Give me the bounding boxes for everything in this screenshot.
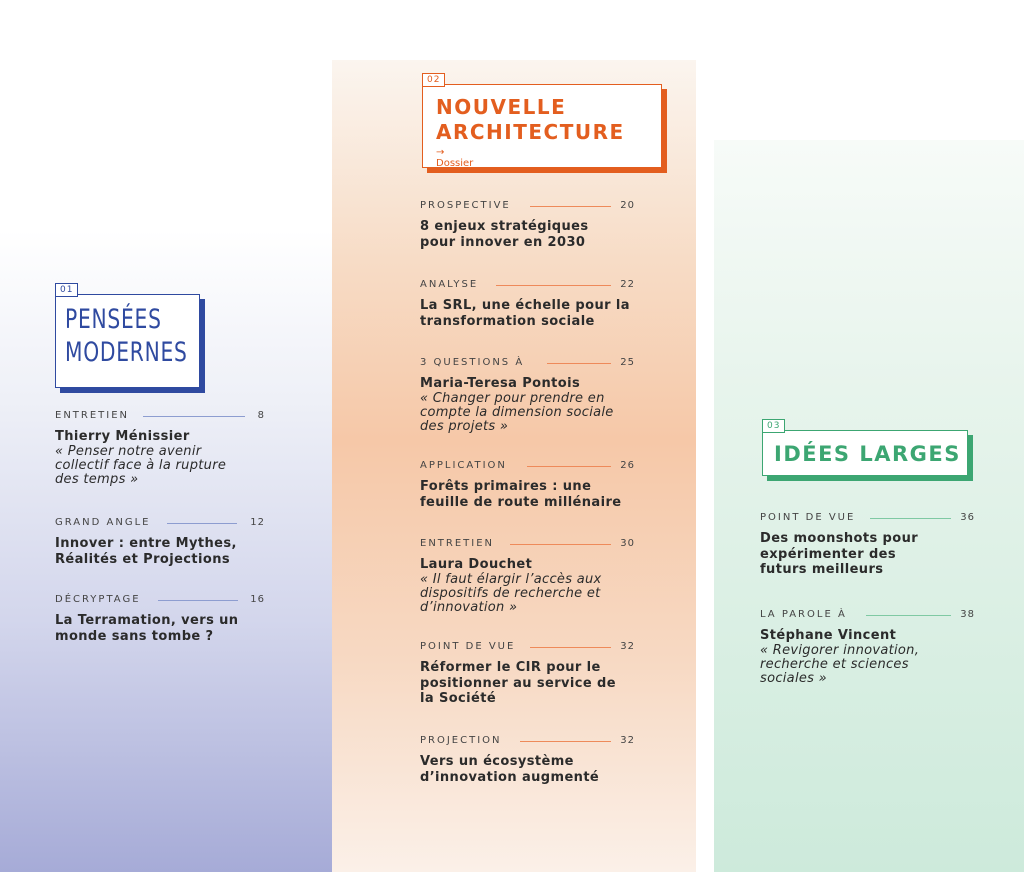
entry-title: Forêts primaires : une feuille de route millénaire xyxy=(420,479,622,510)
entry-title: 8 enjeux stratégiques pour innover en 2030 xyxy=(420,219,589,250)
toc-entry[interactable] xyxy=(420,460,635,510)
entry-page-number: 22 xyxy=(620,279,635,290)
entry-category: DÉCRYPTAGE xyxy=(55,594,141,605)
entry-page-number: 20 xyxy=(620,200,635,211)
entry-title: La Terramation, vers un monde sans tombe ? xyxy=(55,613,239,644)
entry-page-number: 32 xyxy=(620,735,635,746)
entry-title: Innover : entre Mythes, Réalités et Projections xyxy=(55,536,237,567)
entry-page-number: 26 xyxy=(620,460,635,471)
entry-category: LA PAROLE À xyxy=(760,609,847,620)
entry-leader-line xyxy=(167,523,237,524)
section-number: 03 xyxy=(762,419,785,433)
entry-leader-line xyxy=(547,363,611,364)
entry-category: ANALYSE xyxy=(420,279,479,290)
entry-quote: « Il faut élargir l’accès aux dispositifs de recherche et d’innovation » xyxy=(420,571,602,615)
entry-leader-line xyxy=(143,416,245,417)
toc-entry[interactable] xyxy=(420,641,635,707)
entry-category: ENTRETIEN xyxy=(55,410,130,421)
entry-leader-line xyxy=(866,615,951,616)
entry-leader-line xyxy=(520,741,611,742)
entry-title: Vers un écosystème d’innovation augmenté xyxy=(420,754,600,785)
entry-leader-line xyxy=(530,647,611,648)
entry-leader-line xyxy=(510,544,611,545)
entry-title: Stéphane Vincent xyxy=(760,628,897,643)
entry-leader-line xyxy=(530,206,611,207)
section-number: 01 xyxy=(55,283,78,297)
entry-quote: « Penser notre avenir collectif face à la rupture des temps » xyxy=(55,443,227,487)
entry-page-number: 32 xyxy=(620,641,635,652)
entry-category: PROSPECTIVE xyxy=(420,200,511,211)
entry-leader-line xyxy=(158,600,238,601)
entry-page-number: 38 xyxy=(960,609,975,620)
entry-quote: « Revigorer innovation, recherche et sciences sociales » xyxy=(760,642,920,686)
entry-leader-line xyxy=(870,518,951,519)
entry-category: POINT DE VUE xyxy=(760,512,856,523)
entry-title: Réformer le CIR pour le positionner au service de la Société xyxy=(420,660,616,706)
entry-page-number: 12 xyxy=(250,517,265,528)
entry-title: La SRL, une échelle pour la transformation sociale xyxy=(420,298,630,329)
section-title: IDÉES LARGES xyxy=(774,442,961,466)
section-title: PENSÉES MODERNES xyxy=(65,304,188,368)
toc-entry[interactable] xyxy=(420,279,635,329)
entry-category: POINT DE VUE xyxy=(420,641,516,652)
toc-entry[interactable] xyxy=(760,609,975,686)
entry-title: Laura Douchet xyxy=(420,557,533,572)
entry-page-number: 16 xyxy=(250,594,265,605)
toc-entry[interactable] xyxy=(420,200,635,250)
entry-page-number: 25 xyxy=(620,357,635,368)
entry-category: ENTRETIEN xyxy=(420,538,495,549)
entry-title: Des moonshots pour expérimenter des futurs meilleurs xyxy=(760,531,919,577)
entry-category: GRAND ANGLE xyxy=(55,517,151,528)
entry-category: PROJECTION xyxy=(420,735,502,746)
section-subtitle-link[interactable]: → Dossier xyxy=(436,147,474,169)
entry-page-number: 8 xyxy=(257,410,265,421)
section-title: NOUVELLE ARCHITECTURE xyxy=(436,95,625,144)
entry-title: Thierry Ménissier xyxy=(55,429,190,444)
entry-page-number: 36 xyxy=(960,512,975,523)
toc-entry[interactable] xyxy=(760,512,975,578)
column-idees-larges xyxy=(714,140,1024,872)
toc-entry[interactable] xyxy=(420,538,635,615)
entry-category: 3 QUESTIONS À xyxy=(420,357,525,368)
entry-quote: « Changer pour prendre en compte la dimension sociale des projets » xyxy=(420,390,614,434)
entry-leader-line xyxy=(527,466,611,467)
entry-leader-line xyxy=(496,285,611,286)
entry-category: APPLICATION xyxy=(420,460,507,471)
entry-page-number: 30 xyxy=(620,538,635,549)
toc-entry[interactable] xyxy=(420,735,635,785)
entry-title: Maria-Teresa Pontois xyxy=(420,376,581,391)
toc-entry[interactable] xyxy=(55,594,265,644)
toc-entry[interactable] xyxy=(55,517,265,567)
section-number: 02 xyxy=(422,73,445,87)
toc-entry[interactable] xyxy=(420,357,635,434)
toc-entry[interactable] xyxy=(55,410,265,487)
